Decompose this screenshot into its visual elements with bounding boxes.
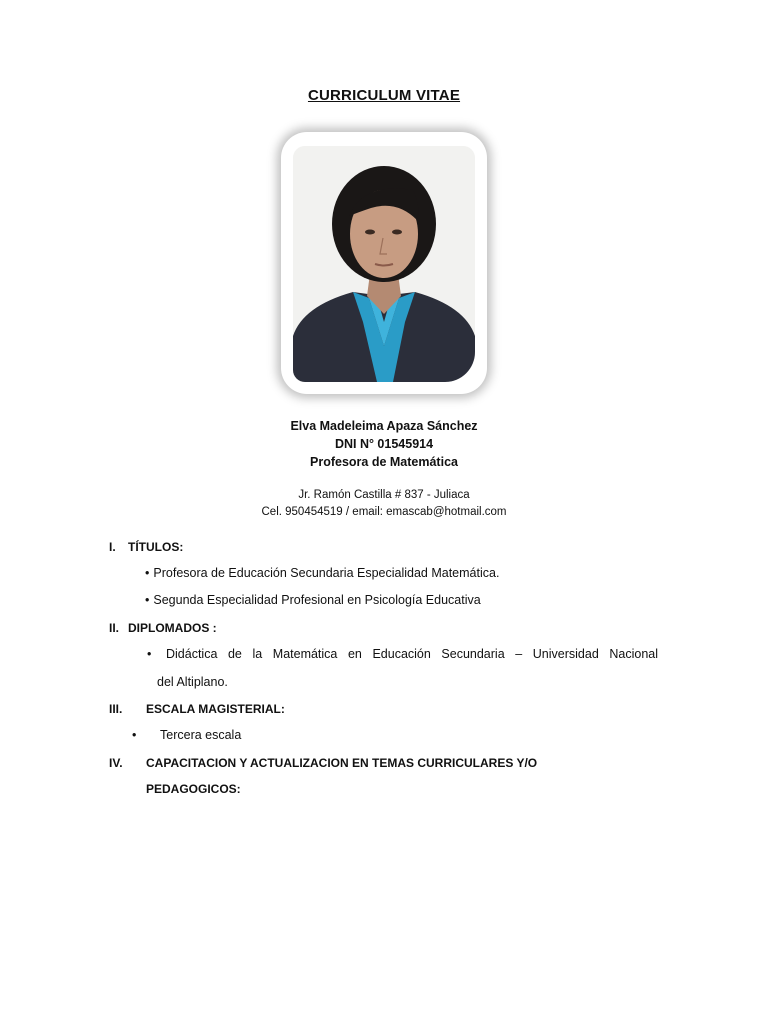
- list-item-text: Profesora de Educación Secundaria Especialidad Matemática.: [153, 566, 500, 580]
- section-title: CAPACITACION Y ACTUALIZACION EN TEMAS CURRICULARES Y/O: [146, 756, 538, 770]
- list-item-text: Tercera escala: [160, 728, 242, 742]
- section-number: II.: [109, 621, 120, 635]
- list-item: [132, 728, 241, 742]
- bullet-icon: •: [132, 728, 137, 742]
- address: Jr. Ramón Castilla # 837 - Juliaca: [298, 489, 470, 501]
- person-portrait-icon: [293, 146, 475, 382]
- person-name: Elva Madeleima Apaza Sánchez: [290, 419, 478, 433]
- section-number: I.: [109, 540, 116, 554]
- profession: Profesora de Matemática: [310, 455, 458, 469]
- list-item: [147, 647, 658, 661]
- list-item: [145, 593, 481, 607]
- bullet-icon: •: [145, 566, 150, 580]
- profile-header: [0, 417, 768, 471]
- document-title: CURRICULUM VITAE: [307, 87, 461, 104]
- bullet-icon: •: [147, 647, 152, 661]
- list-item: [145, 566, 499, 580]
- photo-frame: [281, 132, 487, 394]
- section-title-continuation: PEDAGOGICOS:: [146, 782, 241, 796]
- section-title: TÍTULOS:: [128, 540, 184, 554]
- list-item-text: Didáctica de la Matemática en Educación Secundaria – Universidad Nacional: [165, 647, 658, 661]
- section-title: DIPLOMADOS :: [128, 621, 217, 635]
- list-item-text: Segunda Especialidad Profesional en Psicología Educativa: [153, 593, 481, 607]
- section-number: IV.: [109, 756, 123, 770]
- section-escala-heading: [109, 702, 285, 716]
- section-diplomados-heading: [109, 621, 217, 635]
- contact-info: [0, 487, 768, 521]
- section-title: ESCALA MAGISTERIAL:: [146, 702, 285, 716]
- dni-number: DNI N° 01545914: [334, 437, 434, 451]
- section-capacitacion-heading: [109, 756, 537, 770]
- phone-email: Cel. 950454519 / email: emascab@hotmail.com: [261, 506, 507, 518]
- list-item-continuation: del Altiplano.: [157, 675, 228, 689]
- bullet-icon: •: [145, 593, 150, 607]
- section-titulos-heading: [109, 540, 183, 554]
- section-number: III.: [109, 702, 123, 716]
